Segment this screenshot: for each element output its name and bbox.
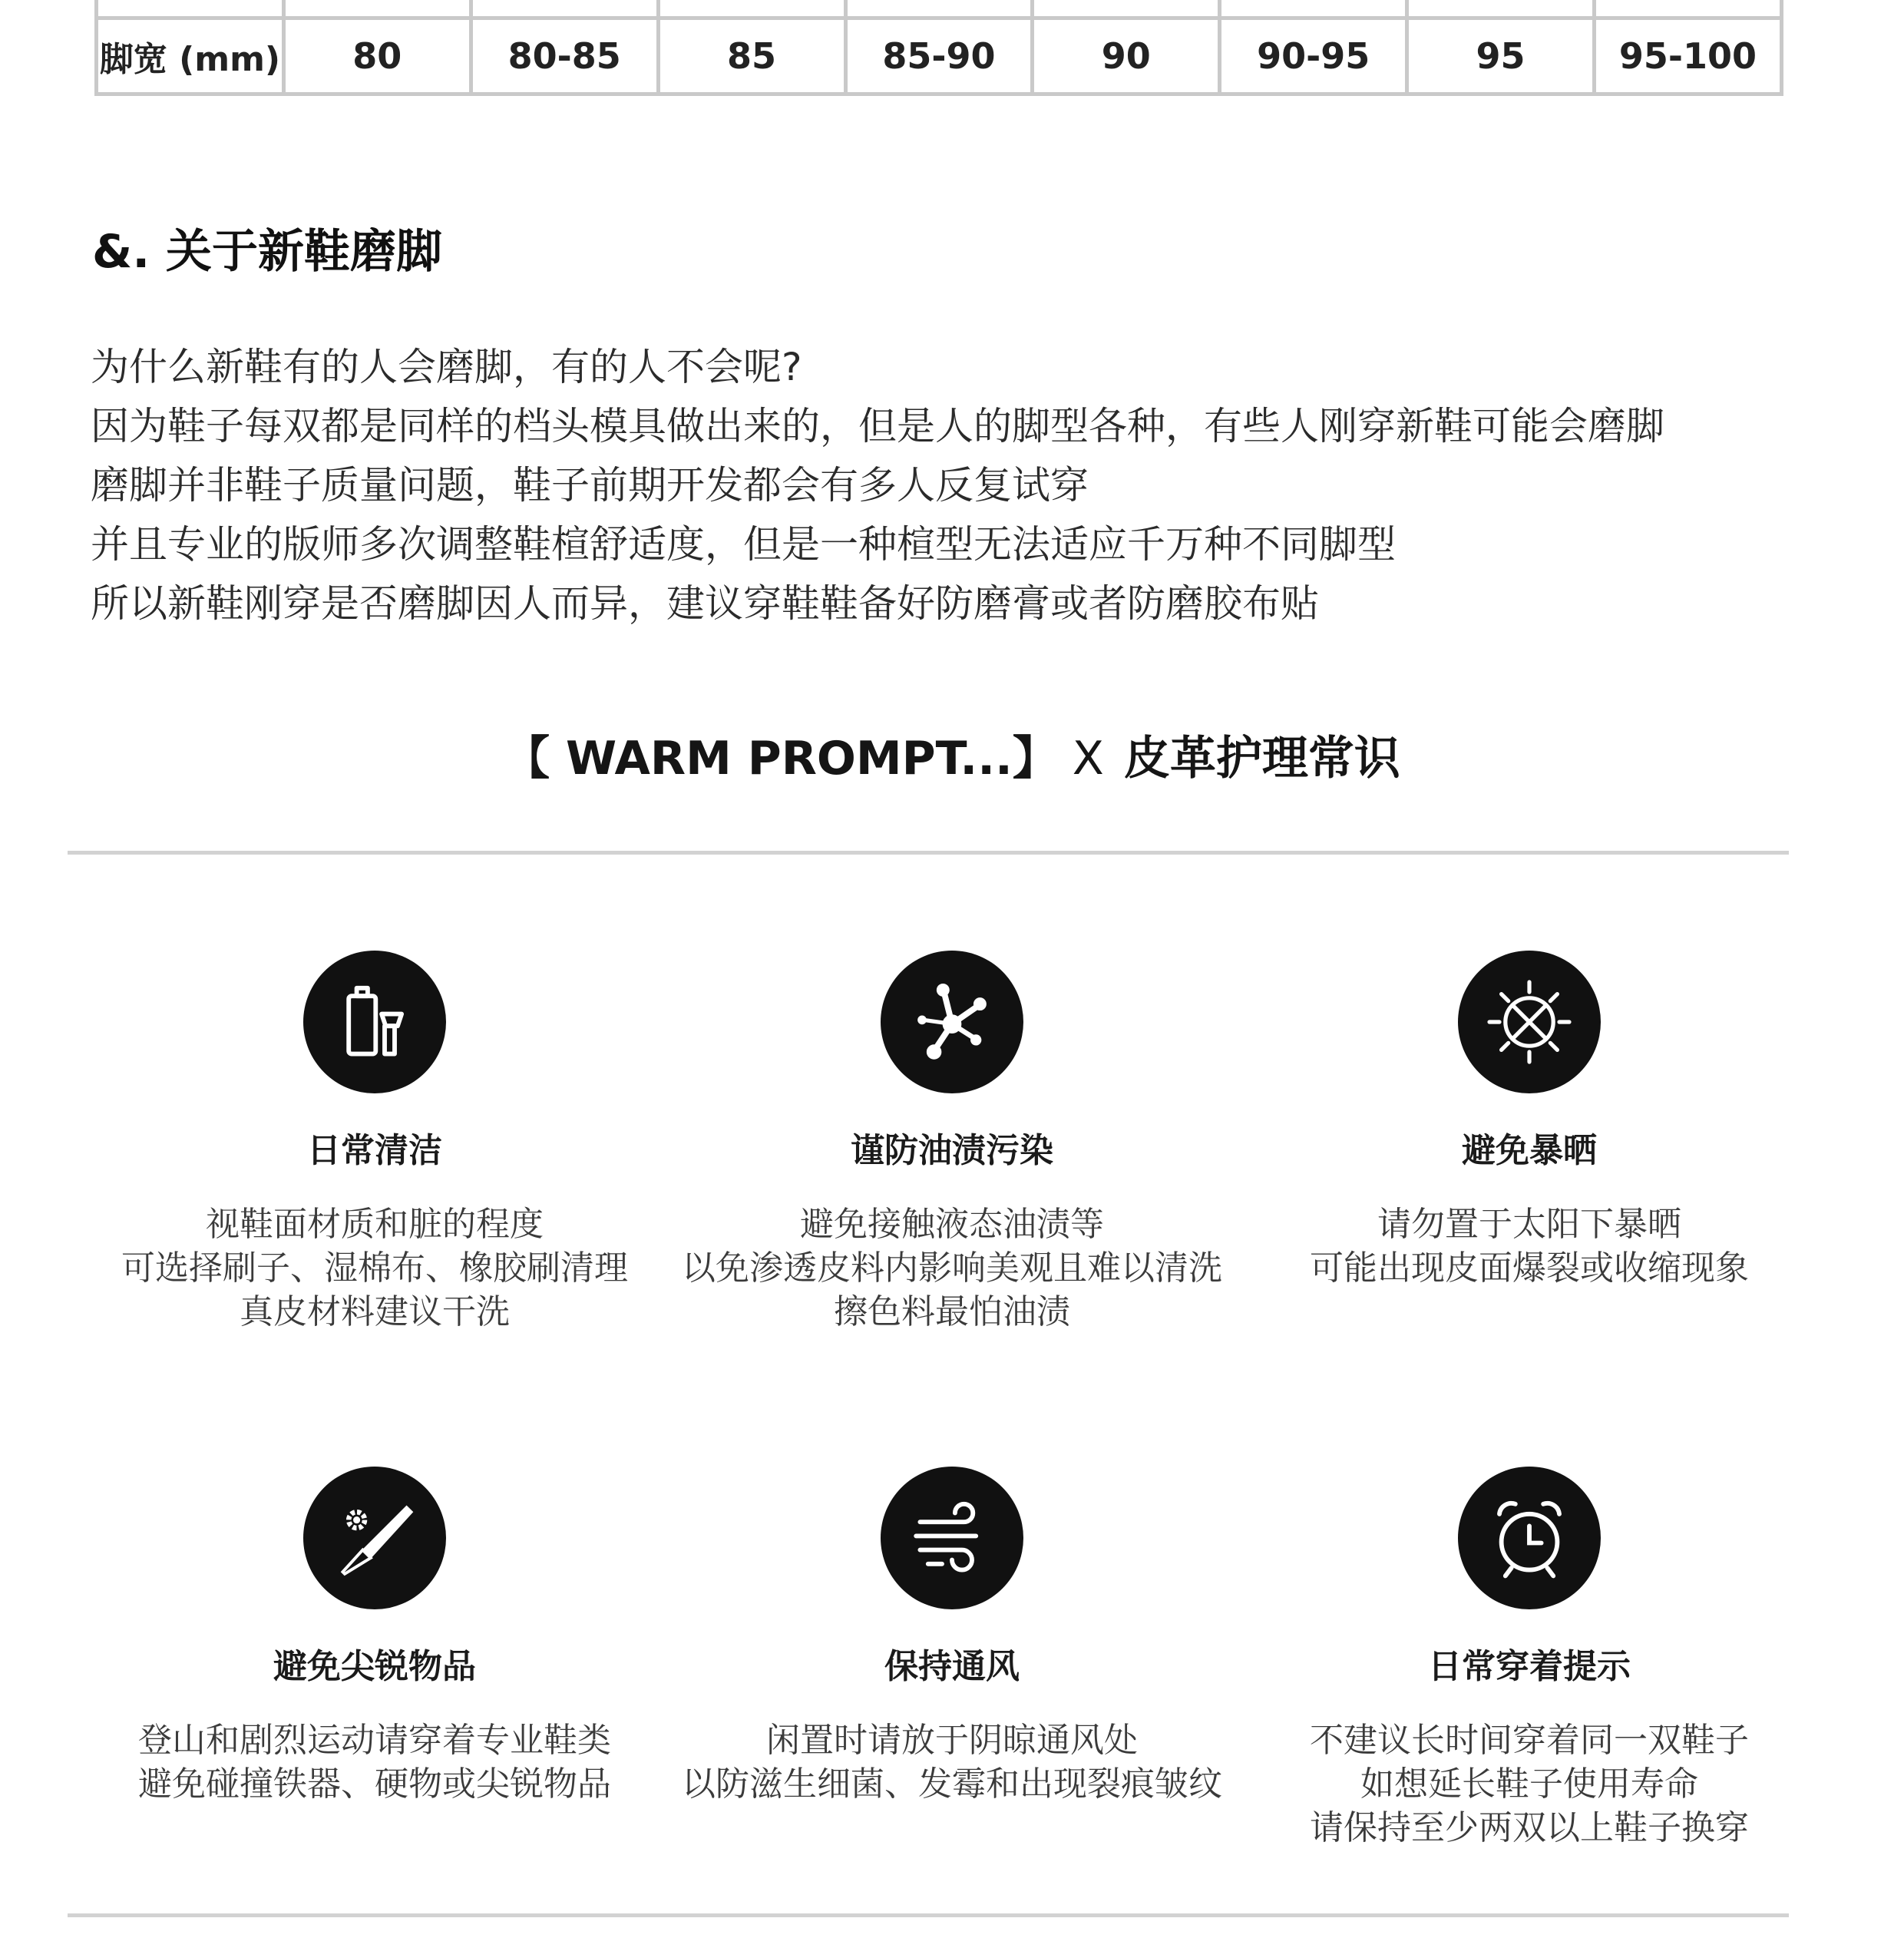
explanation-paragraph	[91, 338, 1856, 633]
tip-title: 避免暴晒	[1462, 1131, 1597, 1170]
tip-title: 谨防油渍污染	[851, 1131, 1053, 1170]
tip-description	[1238, 1718, 1821, 1850]
heading-x: X	[1072, 732, 1104, 785]
table-row-foot-width	[97, 18, 1782, 94]
paragraph-line: 所以新鞋刚穿是否磨脚因人而异，建议穿鞋鞋备好防磨膏或者防磨胶布贴	[91, 581, 1319, 626]
table-cell: 90-95	[1220, 18, 1407, 94]
wind-icon	[881, 1467, 1023, 1609]
tip-avoid-sharp	[83, 1467, 666, 1806]
cleaning-bottle-icon	[303, 951, 446, 1093]
table-cell: 95	[1407, 18, 1595, 94]
tip-line: 视鞋面材质和脏的程度	[206, 1205, 544, 1244]
table-cell: 85-90	[845, 18, 1033, 94]
care-title: 皮革护理常识	[1123, 732, 1400, 785]
divider	[68, 1913, 1789, 1917]
paragraph-line: 并且专业的版师多次调整鞋楦舒适度，但是一种楦型无法适应千万种不同脚型	[91, 522, 1396, 567]
table-row-cut	[97, 0, 1782, 18]
tip-line: 如想延长鞋子使用寿命	[1360, 1764, 1698, 1804]
tip-description	[83, 1202, 666, 1334]
tip-description	[660, 1202, 1244, 1334]
tip-daily-wear	[1238, 1467, 1821, 1850]
tip-title: 日常清洁	[307, 1131, 442, 1170]
tip-line: 避免碰撞铁器、硬物或尖锐物品	[138, 1764, 611, 1804]
tip-line: 请勿置于太阳下暴晒	[1377, 1205, 1681, 1244]
table-cell	[1033, 0, 1220, 18]
tip-description	[660, 1718, 1244, 1806]
table-cell	[283, 0, 471, 18]
table-cell: 85	[658, 18, 845, 94]
tip-description	[83, 1718, 666, 1806]
tip-line: 以防滋生细菌、发霉和出现裂痕皱纹	[682, 1764, 1222, 1804]
table-cell: 80	[283, 18, 471, 94]
tip-line: 避免接触液态油渍等	[800, 1205, 1104, 1244]
section-title: &. 关于新鞋磨脚	[92, 225, 443, 279]
paragraph-line: 磨脚并非鞋子质量问题，鞋子前期开发都会有多人反复试穿	[91, 463, 1089, 508]
tip-title: 避免尖锐物品	[273, 1647, 476, 1686]
warm-prompt-label: 【 WARM PROMPT...】	[504, 732, 1059, 785]
tip-line: 可能出现皮面爆裂或收缩现象	[1310, 1248, 1749, 1288]
row-label: 脚宽 (mm)	[97, 18, 284, 94]
table-cell	[1407, 0, 1595, 18]
tip-line: 可选择刷子、湿棉布、橡胶刷清理	[121, 1248, 628, 1288]
table-cell	[845, 0, 1033, 18]
paragraph-line: 为什么新鞋有的人会磨脚，有的人不会呢?	[91, 345, 802, 389]
care-heading	[0, 722, 1904, 788]
tip-avoid-sun	[1238, 951, 1821, 1290]
tip-line: 请保持至少两双以上鞋子换穿	[1310, 1808, 1749, 1847]
table-cell	[1595, 0, 1782, 18]
size-table	[94, 0, 1783, 96]
tip-oil-stains	[660, 951, 1244, 1334]
no-sun-icon	[1458, 951, 1601, 1093]
tip-ventilation	[660, 1467, 1244, 1806]
tip-line: 以免渗透皮料内影响美观且难以清洗	[682, 1248, 1222, 1288]
tip-title: 日常穿着提示	[1428, 1647, 1631, 1686]
table-cell: 90	[1033, 18, 1220, 94]
table-cell	[1220, 0, 1407, 18]
table-cell	[97, 0, 284, 18]
knife-gear-icon	[303, 1467, 446, 1609]
tip-line: 擦色料最怕油渍	[834, 1292, 1070, 1331]
table-cell	[471, 0, 658, 18]
tip-daily-cleaning	[83, 951, 666, 1334]
paragraph-line: 因为鞋子每双都是同样的档头模具做出来的，但是人的脚型各种，有些人刚穿新鞋可能会磨脚	[91, 404, 1664, 448]
table-cell: 80-85	[471, 18, 658, 94]
table-cell	[658, 0, 845, 18]
tip-line: 不建议长时间穿着同一双鞋子	[1310, 1721, 1749, 1760]
alarm-clock-icon	[1458, 1467, 1601, 1609]
tip-description	[1238, 1202, 1821, 1290]
tip-line: 登山和剧烈运动请穿着专业鞋类	[138, 1721, 611, 1760]
tip-title: 保持通风	[884, 1647, 1020, 1686]
oil-splash-icon	[881, 951, 1023, 1093]
tip-line: 闲置时请放于阴晾通风处	[766, 1721, 1138, 1760]
divider	[68, 851, 1789, 855]
table-cell: 95-100	[1595, 18, 1782, 94]
tip-line: 真皮材料建议干洗	[240, 1292, 510, 1331]
